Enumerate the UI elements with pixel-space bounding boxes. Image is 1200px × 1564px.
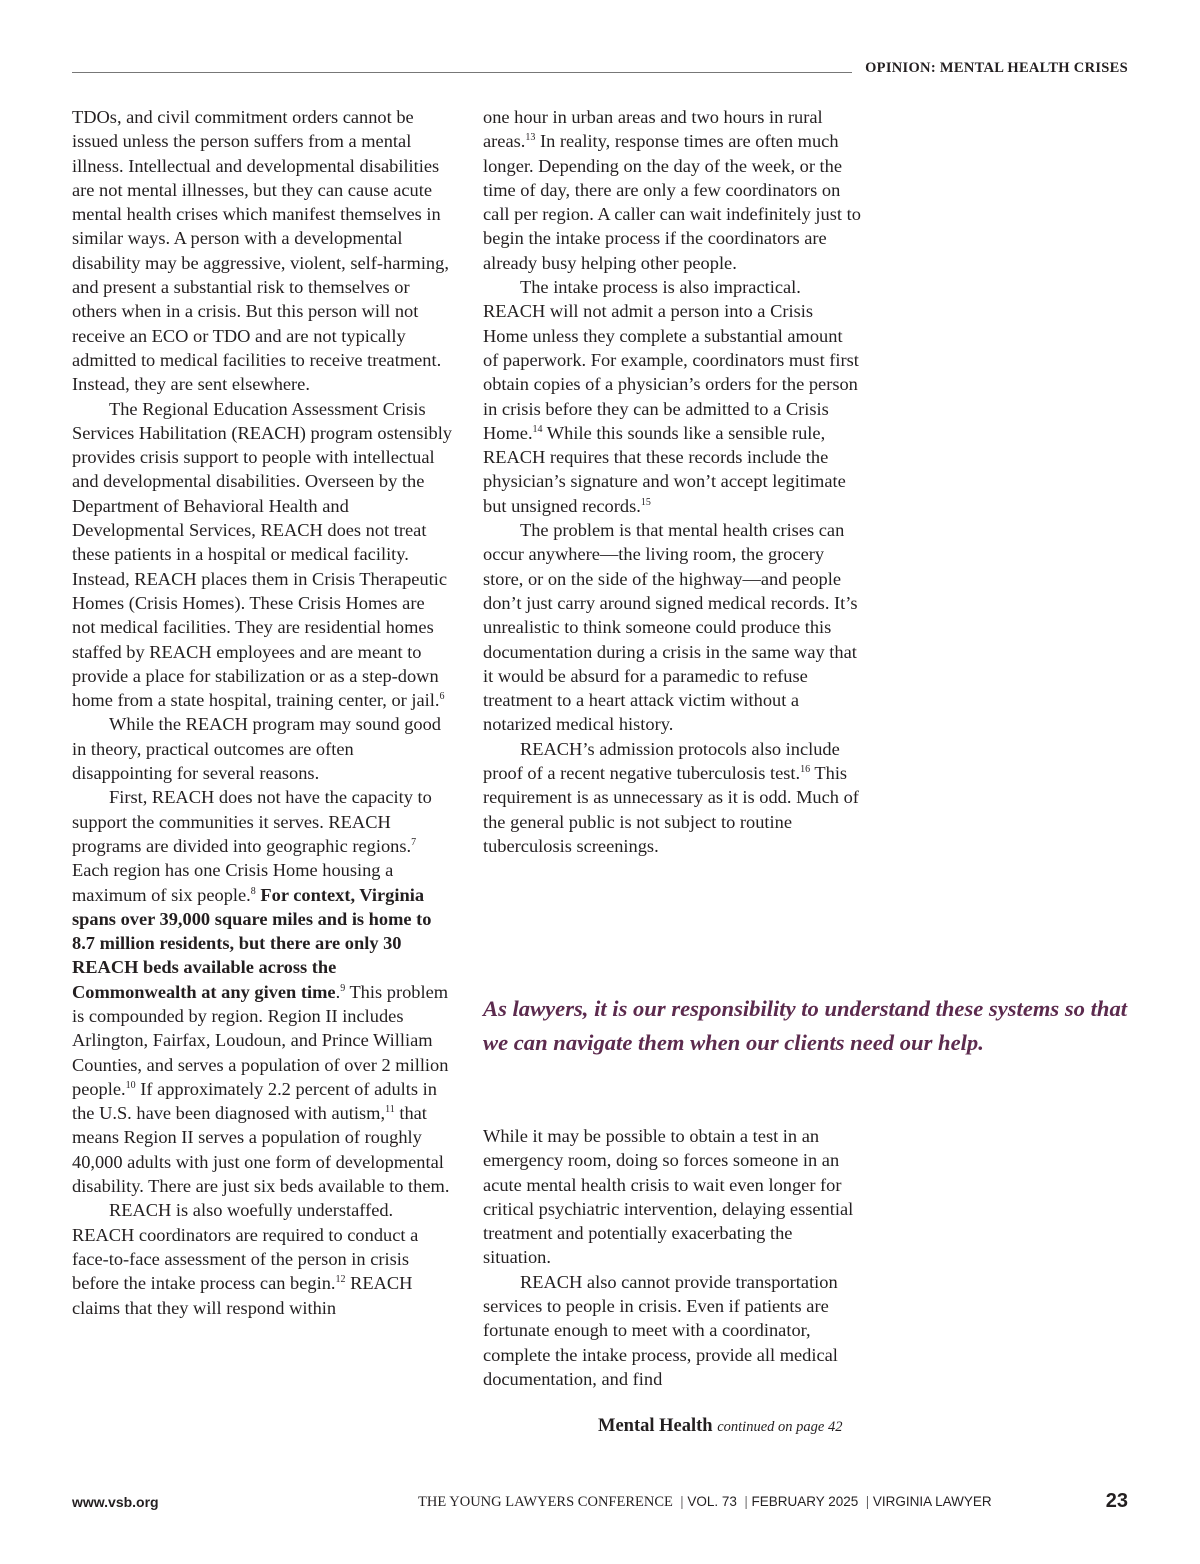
footnote-ref: 10 (125, 1079, 136, 1091)
paragraph (72, 785, 452, 1198)
footer-publication: VIRGINIA LAWYER (872, 1494, 992, 1509)
footnote-ref: 7 (411, 836, 417, 848)
footer-separator: | (744, 1494, 748, 1510)
paragraph (72, 1198, 452, 1319)
paragraph-text: If approximately 2.2 percent of adults in the U.S. have been diagnosed with autism, (72, 1078, 437, 1124)
footnote-ref: 13 (525, 132, 536, 144)
footer-publication-info (418, 1494, 1038, 1511)
left-column (72, 105, 452, 1320)
paragraph-text: This requirement is as unnecessary as it is odd. Much of the general public is not subject to routine tuberculosis screenings. (483, 763, 859, 856)
paragraph-text: one hour in urban areas and two hours in rural areas. (483, 107, 823, 152)
footnote-ref: 16 (800, 764, 811, 776)
paragraph-text: First, REACH does not have the capacity to support the communities it serves. REACH programs are divided into geographic regions. (72, 787, 432, 856)
paragraph-text: REACH claims that they will respond within (72, 1273, 413, 1318)
paragraph-text: The Regional Education Assessment Crisis Services Habilitation (REACH) program ostensibly provides crisis support to people with intellectual and developmental disabilities. Overseen by the Department of Behavioral Health and Developmental Services, REACH does not treat these patients in a hospital or medical facility. Instead, REACH places them in Crisis Therapeutic Homes (Crisis Homes). These Crisis Homes are not medical facilities. They are residential homes staffed by REACH employees and are meant to provide a place for stabilization or as a step-down home from a state hospital, training center, or jail. (72, 398, 453, 711)
footer-conference: THE YOUNG LAWYERS CONFERENCE (418, 1494, 673, 1510)
paragraph: The problem is that mental health crises can occur anywhere—the living room, the grocery store, or on the side of the highway—and people don’t just carry around signed medical records. It’s unrealistic to think someone could produce this documentation during a crisis in the same way that it would be absurd for a paramedic to refuse treatment to a heart attack victim without a notarized medical history. (483, 520, 858, 735)
paragraph: REACH also cannot provide transportation services to people in crisis. Even if patients are fortunate enough to meet with a coordinator, complete the intake process, provide all medical documentation, and find (483, 1271, 838, 1389)
paragraph-text: This problem is compounded by region. Region II includes Arlington, Fairfax, Loudoun, and Prince William Counties, and serves a population of over 2 million people. (72, 981, 449, 1099)
paragraph-text: REACH is also woefully understaffed. REACH coordinators are required to conduct a face-to-face assessment of the person in crisis before the intake process can begin. (72, 1200, 419, 1294)
footnote-ref: 12 (335, 1274, 346, 1286)
header-rule (72, 72, 852, 73)
paragraph-text: The intake process is also impractical. REACH will not admit a person into a Crisis Home unless they complete a substantial amount of paperwork. For example, coordinators must first obtain copies of a physician’s orders for the person in crisis before they can be admitted to a Crisis Home. (483, 277, 859, 443)
paragraph: TDOs, and civil commitment orders cannot be issued unless the person suffers from a mental illness. Intellectual and developmental disabilities are not mental illnesses, but they can cause acute mental health crises which manifest themselves in similar ways. A person with a developmental disability may be aggressive, violent, self-harming, and present a substantial risk to themselves or others when in a crisis. But this person will not receive an ECO or TDO and are not typically admitted to medical facilities to receive treatment. Instead, they are sent elsewhere. (72, 107, 449, 395)
pull-quote: As lawyers, it is our responsibility to understand these systems so that we can navigate them when our clients need our help. (483, 996, 1128, 1055)
continuation-title: Mental Health (598, 1416, 713, 1436)
right-column-top (483, 105, 861, 858)
paragraph (483, 737, 861, 858)
footnote-ref: 8 (250, 885, 256, 897)
paragraph: While it may be possible to obtain a test in an emergency room, doing so forces someone in an acute mental health crisis to wait even longer for critical psychiatric intervention, delaying essential treatment and potentially exacerbating the situation. (483, 1126, 854, 1268)
paragraph-text: REACH’s admission protocols also include proof of a recent negative tuberculosis test. (483, 738, 840, 784)
paragraph-text: that means Region II serves a population of roughly 40,000 adults with just one form of developmental disability. There are just six beds available to them. (72, 1103, 450, 1197)
footer-url: www.vsb.org (72, 1494, 159, 1510)
footnote-ref: 15 (640, 496, 651, 508)
footer-separator: | (865, 1494, 869, 1510)
footnote-ref: 14 (532, 423, 543, 435)
continuation-line (598, 1416, 898, 1437)
paragraph (72, 397, 452, 713)
footnote-ref: 11 (385, 1104, 395, 1116)
section-label: OPINION: MENTAL HEALTH CRISES (865, 60, 1128, 76)
page-number: 23 (1105, 1490, 1128, 1512)
right-column-bottom (483, 1124, 861, 1391)
paragraph: While the REACH program may sound good in theory, practical outcomes are often disappointing for several reasons. (72, 714, 442, 784)
paragraph (483, 275, 861, 518)
footer-date: FEBRUARY 2025 (751, 1494, 859, 1509)
emphasis-text: For context, Virginia spans over 39,000 square miles and is home to 8.7 million residents, but there are only 30 REACH beds available across the Commonwealth at any given time (72, 884, 432, 1002)
paragraph-text: In reality, response times are often much longer. Depending on the day of the week, or the time of day, there are only a few coordinators on call per region. A caller can wait indefinitely just to begin the intake process if the coordinators are already busy helping other people. (483, 131, 861, 273)
paragraph-text: Each region has one Crisis Home housing a maximum of six people. (72, 860, 394, 905)
paragraph (483, 105, 861, 275)
continuation-note: continued on page 42 (717, 1419, 843, 1435)
footnote-ref: 9 (340, 982, 346, 994)
footer-separator: | (680, 1494, 684, 1510)
paragraph-text: While this sounds like a sensible rule, REACH requires that these records include the physician’s signature and won’t accept legitimate but unsigned records. (483, 422, 846, 516)
footnote-ref: 6 (439, 691, 445, 703)
footer-volume: VOL. 73 (687, 1494, 737, 1509)
paragraph-text: . (335, 981, 341, 1002)
